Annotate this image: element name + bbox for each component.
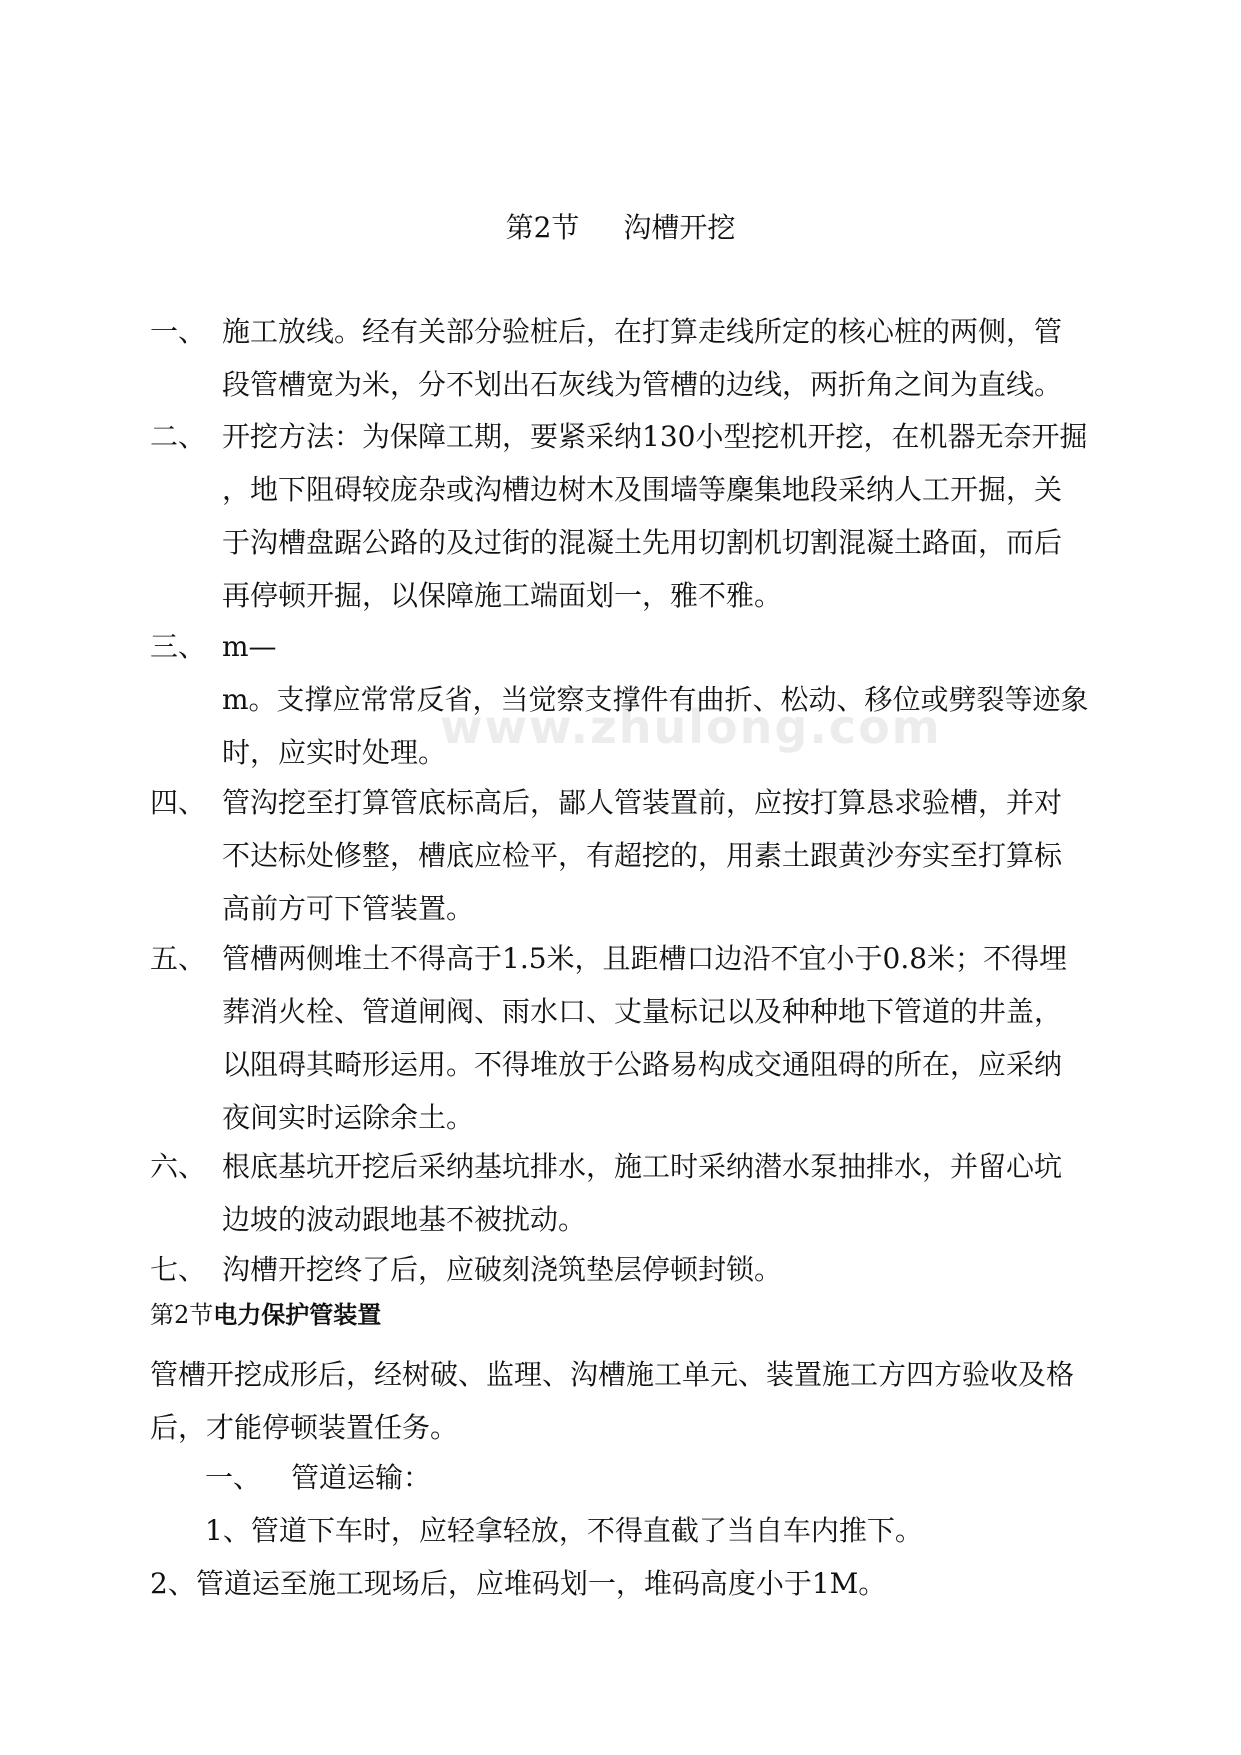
- item-line: 开挖方法：为保障工期，要紧采纳130小型挖机开挖，在机器无奈开掘: [222, 420, 1088, 453]
- step-line: 2、管道运至施工现场后，应堆码划一，堆码高度小于1M。: [150, 1567, 887, 1600]
- item-number: 七、: [150, 1253, 207, 1286]
- item-line: ，地下阻碍较庞杂或沟槽边树木及围墙等麇集地段采纳人工开掘，关: [222, 473, 1063, 506]
- item-line: 边坡的波动跟地基不被扰动。: [222, 1203, 587, 1236]
- item-line: 不达标处修整，槽底应检平，有超挖的，用素土跟黄沙夯实至打算标: [222, 839, 1063, 872]
- item-number: 六、: [150, 1150, 207, 1183]
- item-line: 根底基坑开挖后采纳基坑排水，施工时采纳潜水泵抽排水，并留心坑: [222, 1150, 1063, 1183]
- section-heading: [150, 1295, 381, 1335]
- paragraph: [150, 1348, 1074, 1454]
- subheading-number: 一、: [205, 1461, 262, 1494]
- section-number: 第2节: [150, 1301, 214, 1329]
- section-name: 电力保护管装置: [213, 1301, 382, 1329]
- list-item: [150, 1243, 1090, 1296]
- item-line: 时，应实时处理。: [222, 736, 447, 769]
- item-number: 五、: [150, 942, 207, 975]
- item-line: 夜间实时运除余土。: [222, 1101, 475, 1134]
- item-line: 管沟挖至打算管底标高后，鄙人管装置前，应按打算恳求验槽，并对: [222, 786, 1063, 819]
- item-line: m。支撑应常常反省，当觉察支撑件有曲折、松动、移位或劈裂等迹象: [222, 683, 1089, 716]
- title-section-number: 第2节: [505, 211, 580, 244]
- item-number: 一、: [150, 315, 207, 348]
- paragraph-line: 后，才能停顿装置任务。: [150, 1411, 459, 1444]
- list-item: [150, 410, 1090, 622]
- title-section-name: 沟槽开挖: [623, 211, 736, 244]
- list-item: [150, 932, 1090, 1144]
- subheading-text: 管道运输：: [291, 1461, 432, 1494]
- subheading: [205, 1451, 431, 1504]
- list-item: [150, 1140, 1090, 1246]
- step-line: 1、管道下车时，应轻拿轻放，不得直截了当自车内推下。: [205, 1514, 923, 1547]
- item-line: 施工放线。经有关部分验桩后，在打算走线所定的核心桩的两侧，管: [222, 315, 1063, 348]
- item-line: 于沟槽盘踞公路的及过街的混凝土先用切割机切割混凝土路面，而后: [222, 526, 1063, 559]
- item-line: 再停顿开掘，以保障施工端面划一，雅不雅。: [222, 579, 783, 612]
- item-line: 段管槽宽为米，分不划出石灰线为管槽的边线，两折角之间为直线。: [222, 368, 1063, 401]
- item-line: 葬消火栓、管道闸阀、雨水口、丈量标记以及种种地下管道的井盖，: [222, 995, 1063, 1028]
- list-item: [150, 305, 1090, 411]
- list-item: [150, 776, 1090, 935]
- item-number: 三、: [150, 630, 207, 663]
- list-item: [150, 620, 1090, 779]
- item-number: 二、: [150, 420, 207, 453]
- item-number: 四、: [150, 786, 207, 819]
- watermark: www.zhulong.com: [440, 700, 942, 754]
- page-title: [0, 206, 1241, 246]
- item-line: 管槽两侧堆土不得高于1.5米，且距槽口边沿不宜小于0.8米；不得埋: [222, 942, 1068, 975]
- paragraph-line: 管槽开挖成形后，经树破、监理、沟槽施工单元、装置施工方四方验收及格: [150, 1358, 1075, 1391]
- item-line: 高前方可下管装置。: [222, 892, 475, 925]
- item-line: 以阻碍其畸形运用。不得堆放于公路易构成交通阻碍的所在，应采纳: [222, 1048, 1063, 1081]
- item-line: m—: [222, 630, 277, 663]
- item-line: 沟槽开挖终了后，应破刻浇筑垫层停顿封锁。: [222, 1253, 783, 1286]
